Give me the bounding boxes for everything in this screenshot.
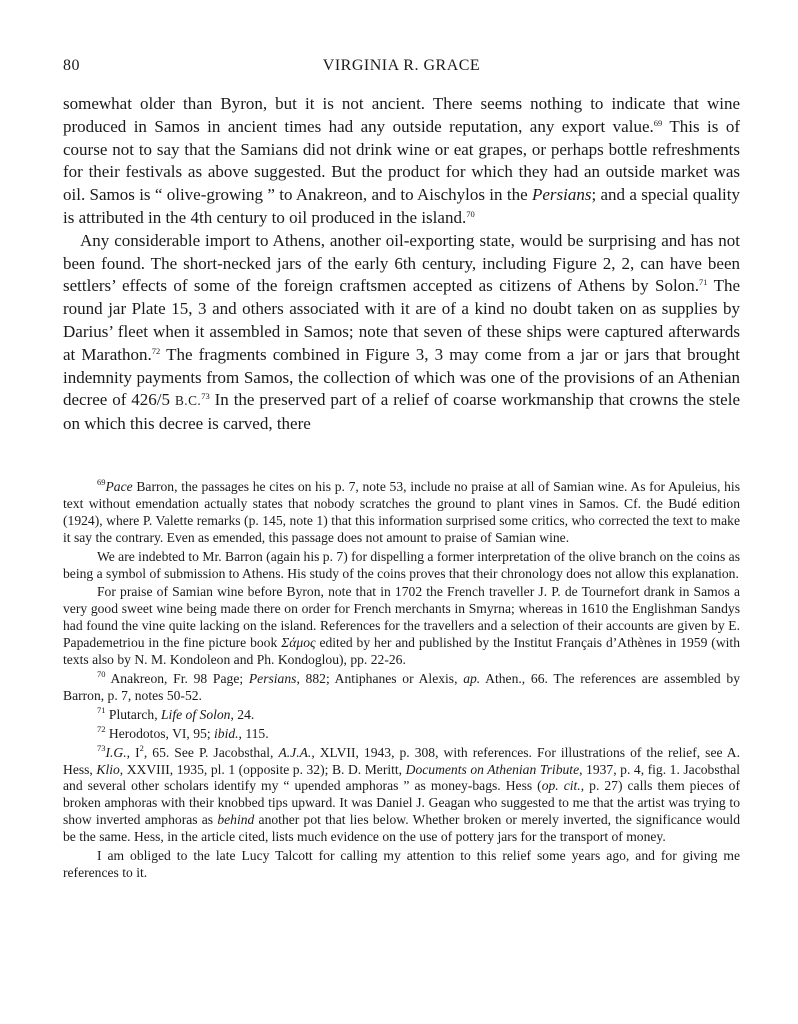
page-header [63, 57, 740, 81]
body-text [63, 93, 740, 436]
footnote-ref-72[interactable]: 72 [151, 345, 161, 356]
footnote-70: $^{70}$ Anakreon, Fr. 98 Page; Persians, 882; Antiphanes or Alexis, ap. Athen., 66. The references are assembled by Barron, p. 7, notes 50-52. [63, 668, 740, 703]
footnote-ref-70[interactable]: 70 [466, 208, 475, 219]
footnote-73: $^{73}$I.G., $I^2$, 65. See P. Jacobsthal, A.J.A., XLVII, 1943, p. 308, with references. For illustrations of the relief, see A. Hess, Klio, XXVIII, 1935, pl. 1 (opposite p. 32); B. D. Meritt, Documents on Athenian Tribute, 1937, p. 4, fig. 1. Jacobsthal and several other scholars identify my “ upended amphoras ” as money-bags. Hess (op. cit., p. 27) calls them pieces of broken amphoras with their knobbed tips upward. It was Daniel J. Geagan who suggested to me that the artist was trying to show inverted amphoras as behind another pot that lies below. Whether broken or merely inverted, the significance would be the same. Hess, in the article cited, lists much evidence on the use of pottery jars for the transport of money. [63, 742, 741, 845]
footnote-69-continued-1: We are indebted to Mr. Barron (again his p. 7) for dispelling a former interpretation of the olive branch on the coins as being a symbol of submission to Athens. His study of the coins proves that their chronology does not allow this explanation. [63, 548, 740, 581]
footnote-72: $^{72}$ Herodotos, VI, 95; ibid., 115. [97, 723, 269, 741]
footnote-73-continued: I am obliged to the late Lucy Talcott for calling my attention to this relief some years ago, and for giving me references to it. [63, 848, 740, 880]
body-paragraph-1: somewhat older than Byron, but it is not ancient. There seems nothing to indicate that wine produced in Samos in ancient times had any outside reputation, any export value.$^{69}$ This is of course not to say that the Samians did not drink wine or eat grapes, or perhaps bottle refreshments for their festivals as above suggested. But the product for which they had an outside market was oil. Samos is “ olive-growing ” to Anakreon, and to Aischylos in the Persians; and a special quality is attributed in the 4th century to oil produced in the island.$^{70}$ [63, 94, 740, 227]
body-paragraph-2: Any considerable import to Athens, another oil-exporting state, would be surprising and has not been found. The short-necked jars of the early 6th century, including Figure 2, 2, can have been settlers’ effects of some of the foreign craftsmen accepted as citizens of Athens by Solon.$^{71}$ The round jar Plate 15, 3 and others associated with it are of a kind no doubt taken on as supplies by Darius’ fleet when it assembled in Samos; note that seven of these ships were captured afterwards at Marathon.$^{72}$ The fragments combined in Figure 3, 3 may come from a jar or jars that brought indemnity payments from Samos, the collection of which was one of the provisions of an Athenian decree of 426/5 B.C.$^{73}$ In the preserved part of a relief of coarse workmanship that crowns the stele on which this decree is carved, there [63, 230, 741, 434]
running-head: VIRGINIA R. GRACE [322, 57, 481, 74]
footnote-69: $^{69}$Pace Barron, the passages he cites on his p. 7, note 53, include no praise at all of Samian wine. As for Apuleius, his text without emendation actually states that nobody scratches the ground to plant vines in Samos. Cf. the Budé edition (1924), where P. Valette remarks (p. 145, note 1) that this information surprised some critics, who corrected the text to make it say the contrary. Even as emended, this passage does not amount to praise of Samian wine. [63, 477, 740, 545]
footnote-71: $^{71}$ Plutarch, Life of Solon, 24. [97, 704, 255, 722]
page-number: 80 [63, 57, 80, 74]
footnote-69-continued-2: For praise of Samian wine before Byron, note that in 1702 the French traveller J. P. de Tournefort drank in Samos a very good sweet wine being made there on order for French merchants in Smyrna; whereas in 1610 the Englishman Sandys had found the vine quite lacking on the island. References for the travellers and a selection of their accounts are given by E. Papademetriou in the fine picture book Σάμος edited by her and published by the Institut Français d’Athènes in 1959 (with texts also by N. M. Kondoleon and Ph. Kondoglou), pp. 22-26. [63, 584, 740, 668]
footnote-ref-71[interactable]: 71 [698, 277, 708, 288]
footnotes [63, 479, 740, 884]
footnote-ref-69[interactable]: 69 [653, 117, 663, 128]
footnote-ref-73[interactable]: 73 [201, 391, 210, 402]
